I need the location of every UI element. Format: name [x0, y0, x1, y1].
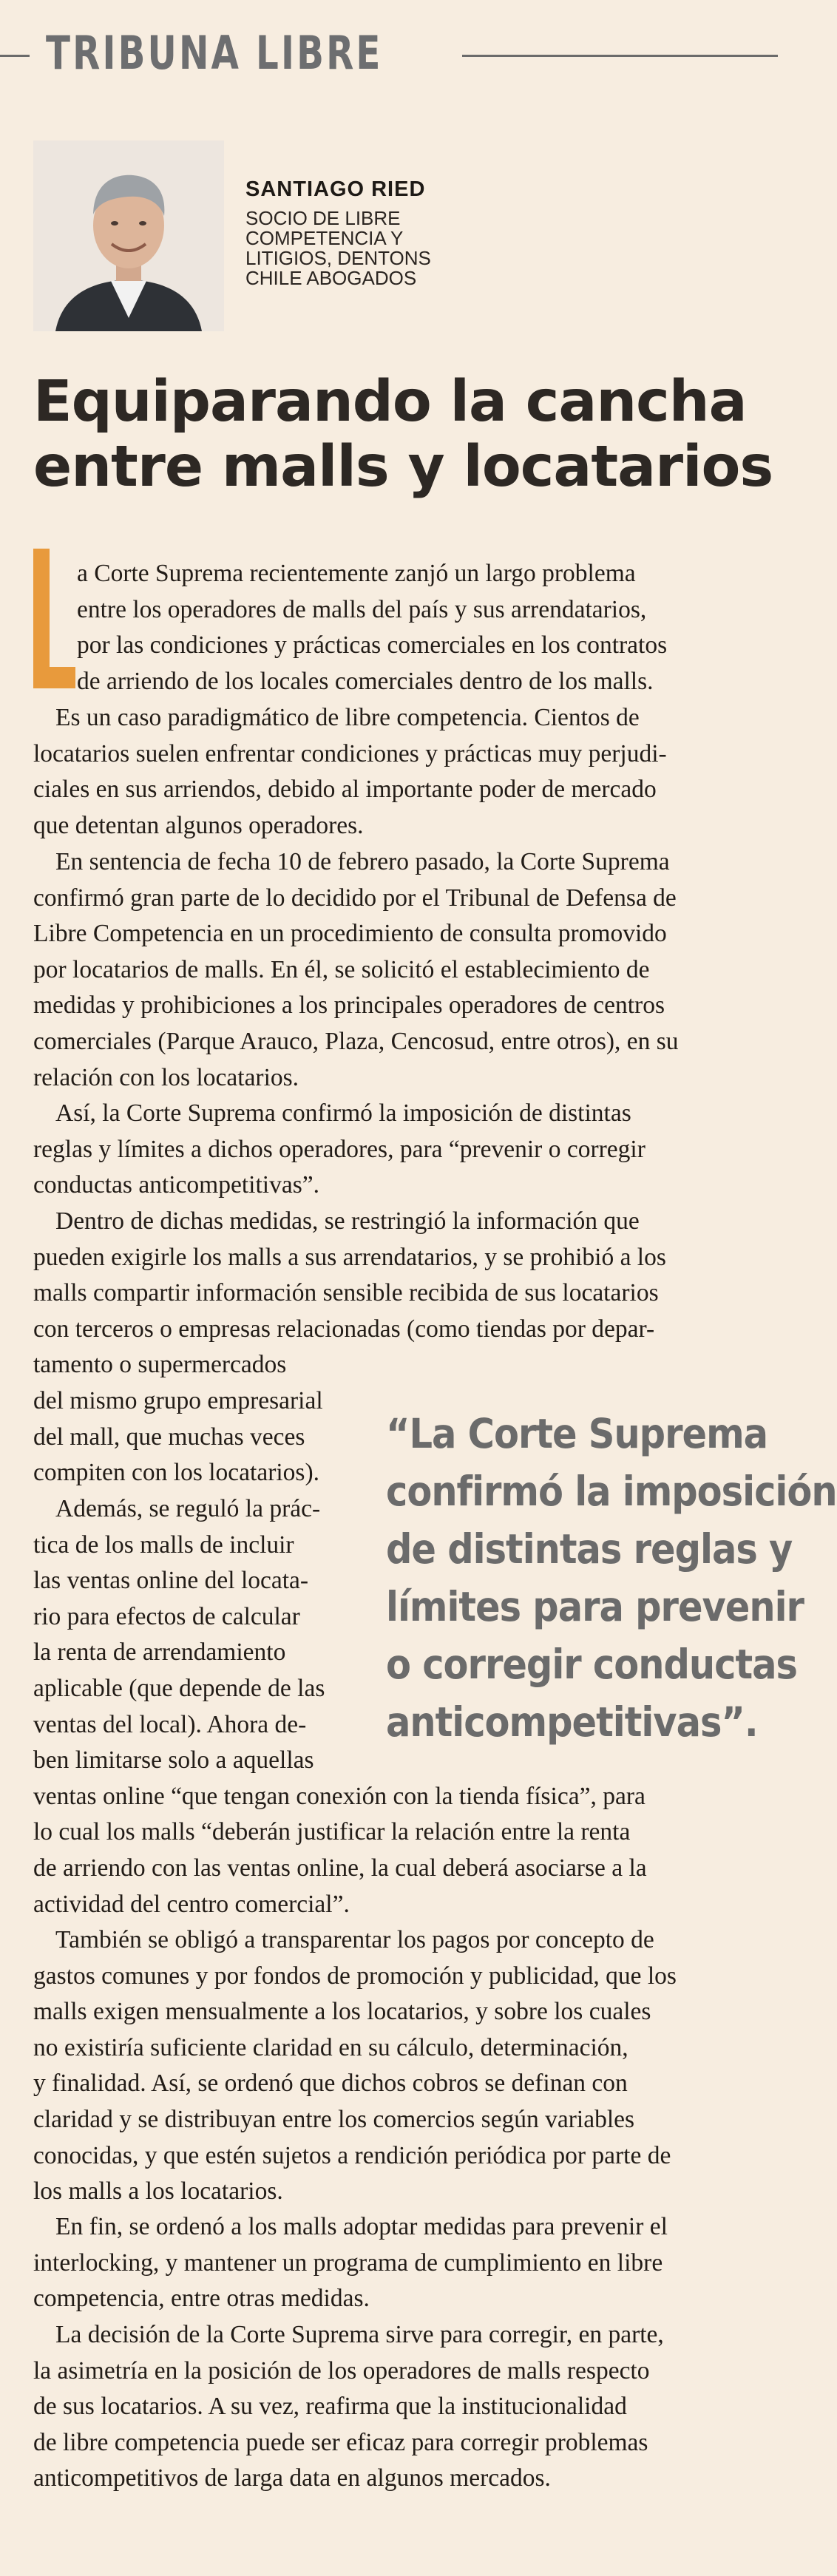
text-line: comerciales (Parque Arauco, Plaza, Cencosud, entre otros), en su: [33, 1027, 679, 1055]
text-line: tica de los malls de incluir: [33, 1531, 294, 1559]
paragraph-9: [33, 2317, 664, 2497]
text-line: los malls a los locatarios.: [33, 2177, 283, 2206]
author-role-line: COMPETENCIA Y: [245, 227, 404, 249]
text-line: ventas del local). Ahora de-: [33, 1710, 307, 1738]
pull-quote-line: de distintas reglas y: [386, 1525, 793, 1573]
text-line: por locatarios de malls. En él, se solicitó el establecimiento de: [33, 955, 650, 983]
text-line: lo cual los malls “deberán justificar la relación entre la renta: [33, 1818, 631, 1846]
text-line: la asimetría en la posición de los operadores de malls respecto: [33, 2356, 650, 2385]
text-line: conductas anticompetitivas”.: [33, 1171, 319, 1199]
author-name: SANTIAGO RIED: [245, 177, 426, 201]
author-photo: [33, 140, 224, 331]
section-rule-left: [0, 55, 30, 57]
dropcap-l-shape: [33, 549, 75, 688]
text-line: Dentro de dichas medidas, se restringió la información que: [55, 1207, 640, 1235]
text-line: tamento o supermercados: [33, 1351, 287, 1379]
text-line: ben limitarse solo a aquellas: [33, 1746, 314, 1775]
text-line: actividad del centro comercial”.: [33, 1890, 350, 1918]
headline-line: Equiparando la cancha: [33, 369, 747, 435]
text-line: malls compartir información sensible recibida de sus locatarios: [33, 1279, 659, 1307]
section-label: TRIBUNA LIBRE: [46, 26, 383, 80]
text-line: confirmó gran parte de lo decidido por el Tribunal de Defensa de: [33, 884, 677, 912]
text-line: las ventas online del locata-: [33, 1567, 309, 1595]
text-line: que detentan algunos operadores.: [33, 811, 364, 839]
text-line: conocidas, y que estén sujetos a rendición periódica por parte de: [33, 2141, 671, 2169]
headline-line: entre malls y locatarios: [33, 434, 773, 500]
pull-quote-line: o corregir conductas: [386, 1641, 797, 1688]
text-line: a Corte Suprema recientemente zanjó un largo problema: [77, 560, 636, 587]
text-line: y finalidad. Así, se ordenó que dichos cobros se definan con: [33, 2070, 628, 2098]
text-line: pueden exigirle los malls a sus arrendatarios, y se prohibió a los: [33, 1243, 666, 1271]
paragraph-4: [33, 1096, 645, 1204]
author-portrait-illustration: [33, 140, 224, 331]
text-line: Así, la Corte Suprema confirmó la imposición de distintas: [55, 1099, 631, 1127]
section-header: [0, 22, 778, 89]
text-line: En fin, se ordenó a los malls adoptar medidas para prevenir el: [55, 2213, 668, 2240]
text-line: de arriendo con las ventas online, la cual deberá asociarse a la: [33, 1854, 647, 1882]
pull-quote-line: “La Corte Suprema: [386, 1410, 768, 1457]
paragraph-7: [33, 1922, 677, 2210]
section-rule-right: [462, 55, 778, 57]
text-line: Además, se reguló la prác-: [55, 1495, 321, 1522]
text-line: competencia, entre otras medidas.: [33, 2285, 370, 2313]
paragraph-1: [77, 556, 667, 699]
author-role-line: SOCIO DE LIBRE: [245, 207, 401, 229]
text-line: con terceros o empresas relacionadas (como tiendas por depar-: [33, 1315, 655, 1343]
text-line: de arriendo de los locales comerciales dentro de los malls.: [77, 667, 654, 695]
dropcap-letter: [33, 549, 75, 688]
text-line: La decisión de la Corte Suprema sirve para corregir, en parte,: [55, 2321, 664, 2348]
text-line: rio para efectos de calcular: [33, 1602, 300, 1630]
text-line: no existiría suficiente claridad en su cálculo, determinación,: [33, 2033, 628, 2061]
text-line: del mismo grupo empresarial: [33, 1386, 323, 1414]
text-line: malls exigen mensualmente a los locatarios, y sobre los cuales: [33, 1998, 651, 2026]
text-line: de sus locatarios. A su vez, reafirma que la institucionalidad: [33, 2393, 627, 2421]
text-line: de libre competencia puede ser eficaz para corregir problemas: [33, 2428, 648, 2456]
text-line: gastos comunes y por fondos de promoción y publicidad, que los: [33, 1962, 677, 1990]
text-line: Es un caso paradigmático de libre competencia. Cientos de: [55, 704, 640, 731]
text-line: del mall, que muchas veces: [33, 1423, 305, 1451]
text-line: locatarios suelen enfrentar condiciones y prácticas muy perjudi-: [33, 739, 667, 767]
paragraph-3: [33, 844, 679, 1096]
text-line: relación con los locatarios.: [33, 1063, 299, 1091]
author-role: [245, 209, 467, 288]
text-line: Libre Competencia en un procedimiento de consulta promovido: [33, 920, 667, 948]
text-line: compiten con los locatarios).: [33, 1459, 320, 1487]
text-line: ventas online “que tengan conexión con la tienda física”, para: [33, 1782, 645, 1810]
author-role-line: CHILE ABOGADOS: [245, 267, 417, 289]
text-line: medidas y prohibiciones a los principales operadores de centros: [33, 992, 665, 1020]
text-line: En sentencia de fecha 10 de febrero pasado, la Corte Suprema: [55, 848, 670, 875]
pull-quote: [386, 1405, 837, 1751]
paragraph-2: [33, 700, 667, 844]
text-line: claridad y se distribuyan entre los comercios según variables: [33, 2105, 635, 2133]
headline: [33, 369, 773, 500]
text-line: ciales en sus arriendos, debido al importante poder de mercado: [33, 776, 657, 804]
text-line: interlocking, y mantener un programa de cumplimiento en libre: [33, 2248, 663, 2277]
text-line: aplicable (que depende de las: [33, 1674, 325, 1702]
text-line: la renta de arrendamiento: [33, 1638, 286, 1667]
text-line: por las condiciones y prácticas comerciales en los contratos: [77, 631, 668, 660]
text-line: También se obligó a transparentar los pagos por concepto de: [55, 1926, 654, 1953]
pull-quote-line: límites para prevenir: [386, 1583, 804, 1630]
pull-quote-line: confirmó la imposición: [386, 1468, 837, 1515]
paragraph-8: [33, 2209, 668, 2317]
text-line: entre los operadores de malls del país y sus arrendatarios,: [77, 595, 647, 623]
author-role-line: LITIGIOS, DENTONS: [245, 247, 431, 269]
pull-quote-line: anticompetitivas”.: [386, 1698, 758, 1746]
text-line: anticompetitivos de larga data en algunos mercados.: [33, 2464, 551, 2492]
text-line: reglas y límites a dichos operadores, para “prevenir o corregir: [33, 1135, 645, 1163]
